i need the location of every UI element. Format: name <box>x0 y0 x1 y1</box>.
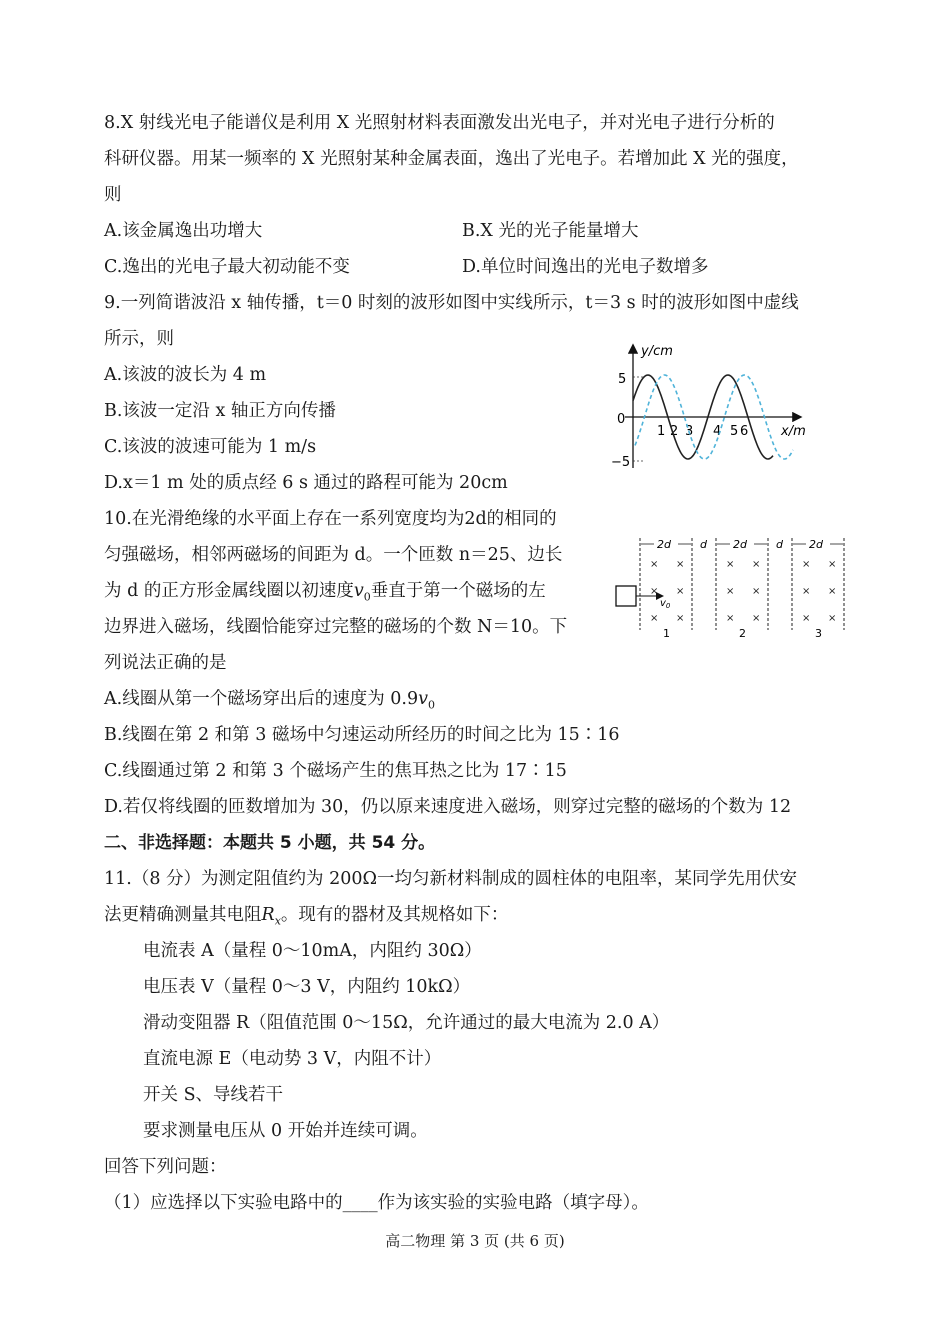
q11-sub1-pre: （1）应选择以下实验电路中的 <box>104 1193 343 1213</box>
answer-prompt: 回答下列问题： <box>104 1157 227 1177</box>
q10-option-a-v: v <box>418 689 428 709</box>
q10-stem-line3b: 垂直于第一个磁场的左 <box>370 581 546 601</box>
equipment-rheostat: 滑动变阻器 R（阻值范围 0～15Ω，允许通过的最大电流为 2.0 A） <box>143 1013 670 1033</box>
width-label-2: 2d <box>733 538 747 551</box>
field1-cross: × <box>676 586 685 597</box>
q11-sub1-post: 作为该实验的实验电路（填字母）。 <box>377 1193 649 1213</box>
velocity-label: $v_0$ <box>660 598 671 610</box>
rx-subscript: x <box>274 914 281 928</box>
x-tick-3: 3 <box>685 424 694 439</box>
q10-option-a <box>104 686 435 719</box>
equipment-ammeter: 电流表 A（量程 0～10mA，内阻约 30Ω） <box>143 941 482 961</box>
q8-option-b: B.X 光的光子能量增大 <box>462 221 639 241</box>
field1-cross: × <box>650 586 659 597</box>
q11-stem-line2a: 法更精确测量其电阻 <box>104 905 262 925</box>
measurement-requirement: 要求测量电压从 0 开始并连续可调。 <box>143 1121 428 1141</box>
magnetic-field-figure <box>610 530 855 645</box>
v0-subscript: 0 <box>363 590 371 604</box>
width-label-1: 2d <box>657 538 671 551</box>
field3-cross: × <box>802 613 811 624</box>
width-label-3: 2d <box>809 538 823 551</box>
q10-stem-line2: 匀强磁场，相邻两磁场的间距为 d。一个匝数 n＝25、边长 <box>104 545 563 565</box>
q9-option-d: D.x＝1 m 处的质点经 6 s 通过的路程可能为 20cm <box>104 473 508 493</box>
q10-option-c: C.线圈通过第 2 和第 3 个磁场产生的焦耳热之比为 17∶15 <box>104 761 567 781</box>
q10-stem-line3 <box>104 578 546 611</box>
q8-stem-line1: 8.X 射线光电子能谱仪是利用 X 光照射材料表面激发出光电子，并对光电子进行分析的 <box>104 113 775 133</box>
q8-stem-line3: 则 <box>104 185 122 205</box>
q10-stem-line3a: 为 d 的正方形金属线圈以初速度 <box>104 581 354 601</box>
field1-cross: × <box>676 613 685 624</box>
equipment-switch: 开关 S、导线若干 <box>143 1085 284 1105</box>
q8-option-c: C.逸出的光电子最大初动能不变 <box>104 257 350 277</box>
q10-stem-line4: 边界进入磁场，线圈恰能穿过完整的磁场的个数 N＝10。下 <box>104 617 568 637</box>
q10-option-d: D.若仅将线圈的匝数增加为 30，仍以原来速度进入磁场，则穿过完整的磁场的个数为 12 <box>104 797 792 817</box>
q10-option-a-sub: 0 <box>427 698 435 712</box>
q10-option-a-text: A.线圈从第一个磁场穿出后的速度为 0.9 <box>104 689 419 709</box>
q9-option-c: C.该波的波速可能为 1 m/s <box>104 437 317 457</box>
field1-cross: × <box>650 559 659 570</box>
q8-stem-line2: 科研仪器。用某一频率的 X 光照射某种金属表面，逸出了光电子。若增加此 X 光的强度， <box>104 149 799 169</box>
q11-stem-line2 <box>104 902 508 935</box>
q9-option-b: B.该波一定沿 x 轴正方向传播 <box>104 401 336 421</box>
q8-option-d: D.单位时间逸出的光电子数增多 <box>462 257 709 277</box>
q11-sub1-blank: ____ <box>342 1193 378 1213</box>
y-tick-5: 5 <box>618 372 627 387</box>
field3-cross: × <box>828 586 837 597</box>
gap-label-2: d <box>776 538 783 551</box>
q9-option-a: A.该波的波长为 4 m <box>104 365 267 385</box>
q11-stem-line2b: 。现有的器材及其规格如下： <box>280 905 509 925</box>
q9-stem-line1: 9.一列简谐波沿 x 轴传播，t＝0 时刻的波形如图中实线所示，t＝3 s 时的波形如图中虚线 <box>104 293 799 313</box>
field2-cross: × <box>726 586 735 597</box>
y-axis-label: y/cm <box>641 344 673 359</box>
rx-symbol: R <box>261 905 275 925</box>
q9-stem-line2: 所示，则 <box>104 329 174 349</box>
q11-sub1 <box>104 1190 649 1216</box>
field1-cross: × <box>650 613 659 624</box>
wave-graph <box>605 338 815 474</box>
origin-label: 0 <box>617 412 626 427</box>
x-tick-1: 1 <box>657 424 666 439</box>
field2-cross: × <box>726 559 735 570</box>
field-number-3: 3 <box>815 627 822 640</box>
field2-cross: × <box>752 559 761 570</box>
field3-cross: × <box>802 559 811 570</box>
x-tick-2: 2 <box>670 424 679 439</box>
field2-cross: × <box>752 586 761 597</box>
field-number-1: 1 <box>663 627 670 640</box>
field2-cross: × <box>752 613 761 624</box>
field1-cross: × <box>676 559 685 570</box>
y-tick-neg5: −5 <box>611 455 631 470</box>
q10-stem-line1: 10.在光滑绝缘的水平面上存在一系列宽度均为2d的相同的 <box>104 509 557 529</box>
field3-cross: × <box>828 613 837 624</box>
v0-symbol: v <box>353 581 364 601</box>
field-number-2: 2 <box>739 627 746 640</box>
field3-cross: × <box>802 586 811 597</box>
equipment-power-source: 直流电源 E（电动势 3 V，内阻不计） <box>143 1049 442 1069</box>
x-tick-5: 5 <box>730 424 739 439</box>
x-axis-label: x/m <box>781 424 806 439</box>
page-footer: 高二物理 第 3 页 (共 6 页) <box>385 1232 565 1250</box>
section-2-heading: 二、非选择题：本题共 5 小题，共 54 分。 <box>104 833 436 853</box>
square-coil <box>616 586 636 606</box>
x-tick-6: 6 <box>740 424 749 439</box>
q10-option-b: B.线圈在第 2 和第 3 磁场中匀速运动所经历的时间之比为 15∶16 <box>104 725 620 745</box>
x-tick-4: 4 <box>713 424 722 439</box>
q8-option-a: A.该金属逸出功增大 <box>104 221 263 241</box>
equipment-voltmeter: 电压表 V（量程 0～3 V，内阻约 10kΩ） <box>143 977 471 997</box>
q10-stem-line5: 列说法正确的是 <box>104 653 227 673</box>
gap-label-1: d <box>700 538 707 551</box>
field3-cross: × <box>828 559 837 570</box>
q11-stem-line1: 11.（8 分）为测定阻值约为 200Ω一均匀新材料制成的圆柱体的电阻率，某同学先用伏安 <box>104 869 797 889</box>
field2-cross: × <box>726 613 735 624</box>
